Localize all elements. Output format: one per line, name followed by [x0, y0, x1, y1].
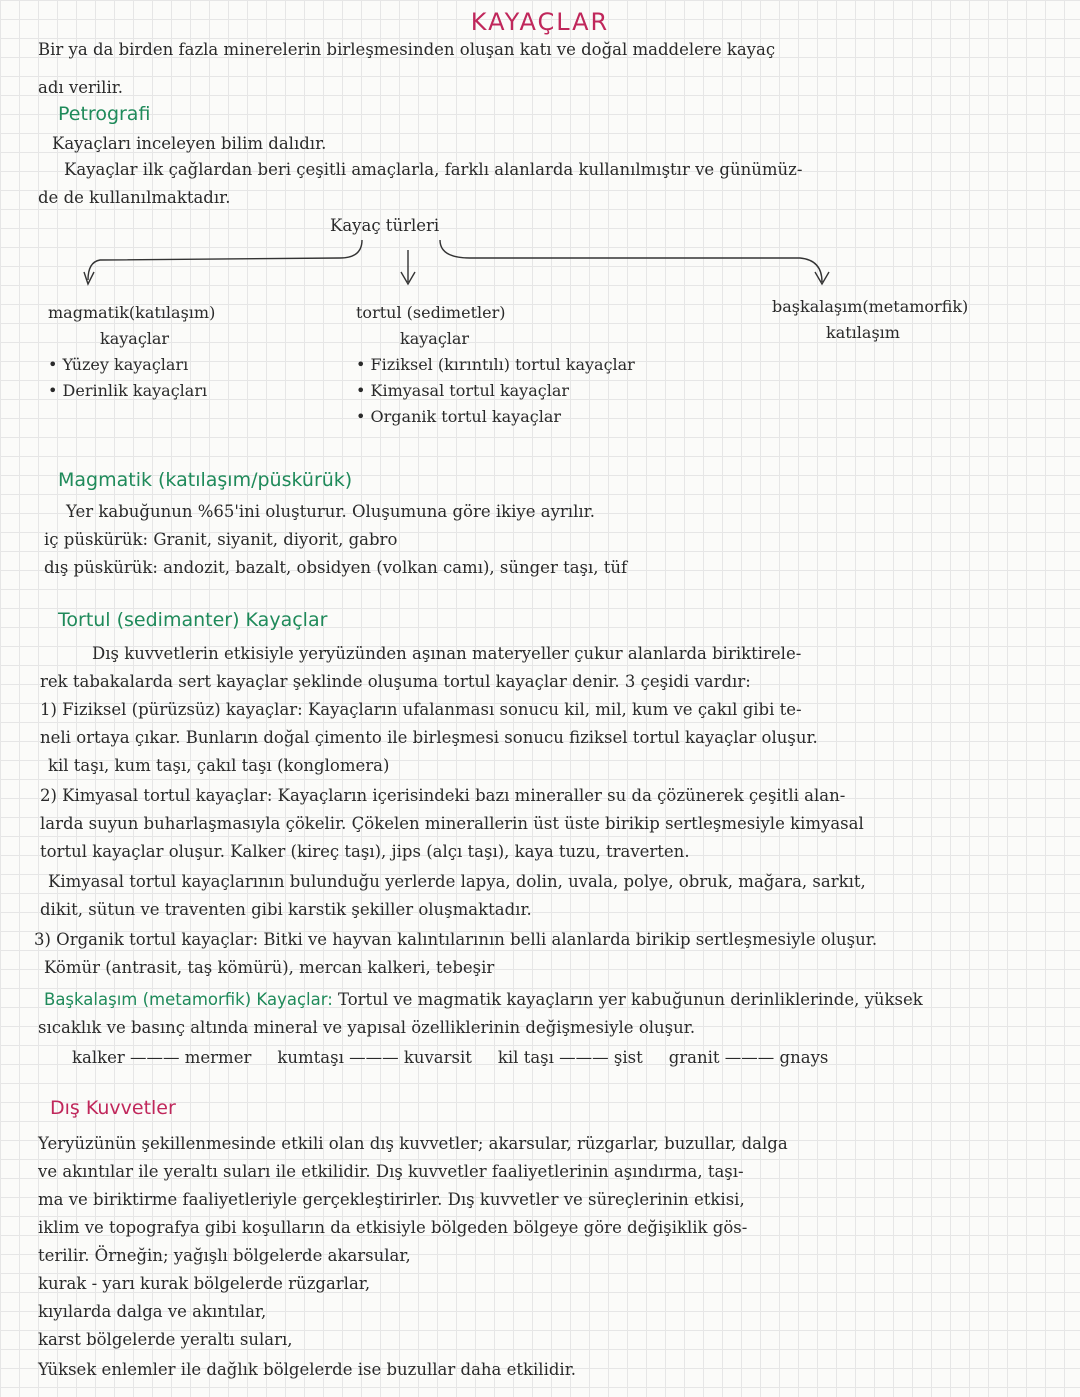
magmatik-section-line-3: dış püskürük: andozit, bazalt, obsidyen (volkan camı), sünger taşı, tüf [44, 558, 628, 577]
transformation-pair: granit ——— gnays [668, 1048, 829, 1067]
tortul-section-line: Dış kuvvetlerin etkisiyle yeryüzünden aşınan materyeller çukur alanlarda biriktirele- [92, 644, 802, 663]
arrow-to-magmatik [88, 240, 362, 280]
petrografi-line-1: Kayaçları inceleyen bilim dalıdır. [52, 134, 327, 153]
intro-line-1: Bir ya da birden fazla minerelerin birleşmesinden oluşan katı ve doğal maddelere kayaç [38, 40, 776, 59]
tortul-item: • Organik tortul kayaçlar [356, 407, 561, 426]
tortul-subtitle: kayaçlar [400, 329, 470, 348]
tortul-section-line: 2) Kimyasal tortul kayaçlar: Kayaçların içerisindeki bazı mineraller su da çözünerek çeşitli alan- [40, 786, 846, 805]
magmatik-title: magmatik(katılaşım) [48, 303, 216, 322]
transformation-pair: kumtaşı ——— kuvarsit [277, 1048, 472, 1067]
dis-kuvvetler-line: Yeryüzünün şekillenmesinde etkili olan dış kuvvetler; akarsular, rüzgarlar, buzullar, dalga [38, 1134, 788, 1153]
dis-kuvvetler-line: iklim ve topografya gibi koşulların da etkisiyle bölgeden bölgeye göre değişiklik gös- [38, 1218, 748, 1237]
baskalasim-section-line-2: sıcaklık ve basınç altında mineral ve yapısal özelliklerinin değişmesiyle oluşur. [38, 1018, 696, 1037]
baskalasim-column [772, 294, 968, 346]
transformation-pair: kil taşı ——— şist [497, 1048, 643, 1067]
tortul-section-line: Kömür (antrasit, taş kömürü), mercan kalkeri, tebeşir [44, 958, 495, 977]
tortul-section-line: tortul kayaçlar oluşur. Kalker (kireç taşı), jips (alçı taşı), kaya tuzu, traverten. [40, 842, 690, 861]
dis-kuvvetler-line: kıyılarda dalga ve akıntılar, [38, 1302, 267, 1321]
tortul-section-line: larda suyun buharlaşmasıyla çökelir. Çökelen minerallerin üst üste birikip sertleşmesiyle kimyasal [40, 814, 864, 833]
tortul-section-line: dikit, sütun ve traventen gibi karstik şekiller oluşmaktadır. [40, 900, 532, 919]
magmatik-section-line-2: iç püskürük: Granit, siyanit, diyorit, gabro [44, 530, 398, 549]
magmatik-item: • Derinlik kayaçları [48, 381, 208, 400]
baskalasim-subtitle: katılaşım [826, 323, 900, 342]
dis-kuvvetler-line: ma ve biriktirme faaliyetleriyle gerçekleştirirler. Dış kuvvetler ve süreçlerinin etkisi, [38, 1190, 745, 1209]
tortul-section-heading: Tortul (sedimanter) Kayaçlar [58, 609, 328, 631]
transformation-pairs [72, 1048, 972, 1068]
dis-kuvvetler-line: karst bölgelerde yeraltı suları, [38, 1330, 293, 1349]
tortul-item: • Kimyasal tortul kayaçlar [356, 381, 570, 400]
dis-kuvvetler-line: ve akıntılar ile yeraltı suları ile etkilidir. Dış kuvvetler faaliyetlerinin aşındırma, taşı- [38, 1162, 744, 1181]
arrow-to-baskalasim [440, 240, 822, 282]
baskalasim-section-text: Tortul ve magmatik kayaçların yer kabuğunun derinliklerinde, yüksek [338, 990, 923, 1009]
tortul-section-line: neli ortaya çıkar. Bunların doğal çimento ile birleşmesi sonucu fiziksel tortul kayaçlar oluşur. [40, 728, 818, 747]
tortul-column [356, 300, 635, 430]
petrografi-line-3: de de kullanılmaktadır. [38, 188, 231, 207]
magmatik-subtitle: kayaçlar [100, 329, 170, 348]
dis-kuvvetler-line: terilir. Örneğin; yağışlı bölgelerde akarsular, [38, 1246, 411, 1265]
tortul-section-line: kil taşı, kum taşı, çakıl taşı (konglomera) [48, 756, 390, 775]
baskalasim-section-heading: Başkalaşım (metamorfik) Kayaçlar: [44, 990, 333, 1009]
petrografi-line-2: Kayaçlar ilk çağlardan beri çeşitli amaçlarla, farklı alanlarda kullanılmıştır ve günümüz- [64, 160, 803, 179]
dis-kuvvetler-line: kurak - yarı kurak bölgelerde rüzgarlar, [38, 1274, 371, 1293]
tortul-title: tortul (sedimetler) [356, 303, 506, 322]
tortul-section-line: 1) Fiziksel (pürüzsüz) kayaçlar: Kayaçların ufalanması sonucu kil, mil, kum ve çakıl gibi te- [40, 700, 802, 719]
petrografi-heading: Petrografi [58, 103, 151, 125]
dis-kuvvetler-heading: Dış Kuvvetler [50, 1097, 176, 1119]
kayac-turleri-heading: Kayaç türleri [330, 216, 440, 235]
tortul-section-line: rek tabakalarda sert kayaçlar şeklinde oluşuma tortul kayaçlar denir. 3 çeşidi vardır: [40, 672, 751, 691]
magmatik-section-line-1: Yer kabuğunun %65'ini oluşturur. Oluşumuna göre ikiye ayrılır. [66, 502, 595, 521]
magmatik-section-heading: Magmatik (katılaşım/püskürük) [58, 469, 353, 491]
baskalasim-section-line-1 [44, 990, 1054, 1010]
tortul-section-line: 3) Organik tortul kayaçlar: Bitki ve hayvan kalıntılarının belli alanlarda birikip sertleşmesiyle oluşur. [34, 930, 878, 949]
magmatik-column [48, 300, 215, 404]
dis-kuvvetler-line: Yüksek enlemler ile dağlık bölgelerde ise buzullar daha etkilidir. [38, 1360, 577, 1379]
magmatik-item: • Yüzey kayaçları [48, 355, 189, 374]
baskalasim-title: başkalaşım(metamorfik) [772, 297, 969, 316]
tortul-section-line: Kimyasal tortul kayaçlarının bulunduğu yerlerde lapya, dolin, uvala, polye, obruk, mağara, sarkıt, [48, 872, 866, 891]
tortul-item: • Fiziksel (kırıntılı) tortul kayaçlar [356, 355, 635, 374]
transformation-pair: kalker ——— mermer [72, 1048, 252, 1067]
classification-arrows [0, 0, 1080, 300]
page-title: KAYAÇLAR [470, 8, 610, 36]
intro-line-2: adı verilir. [38, 78, 124, 97]
